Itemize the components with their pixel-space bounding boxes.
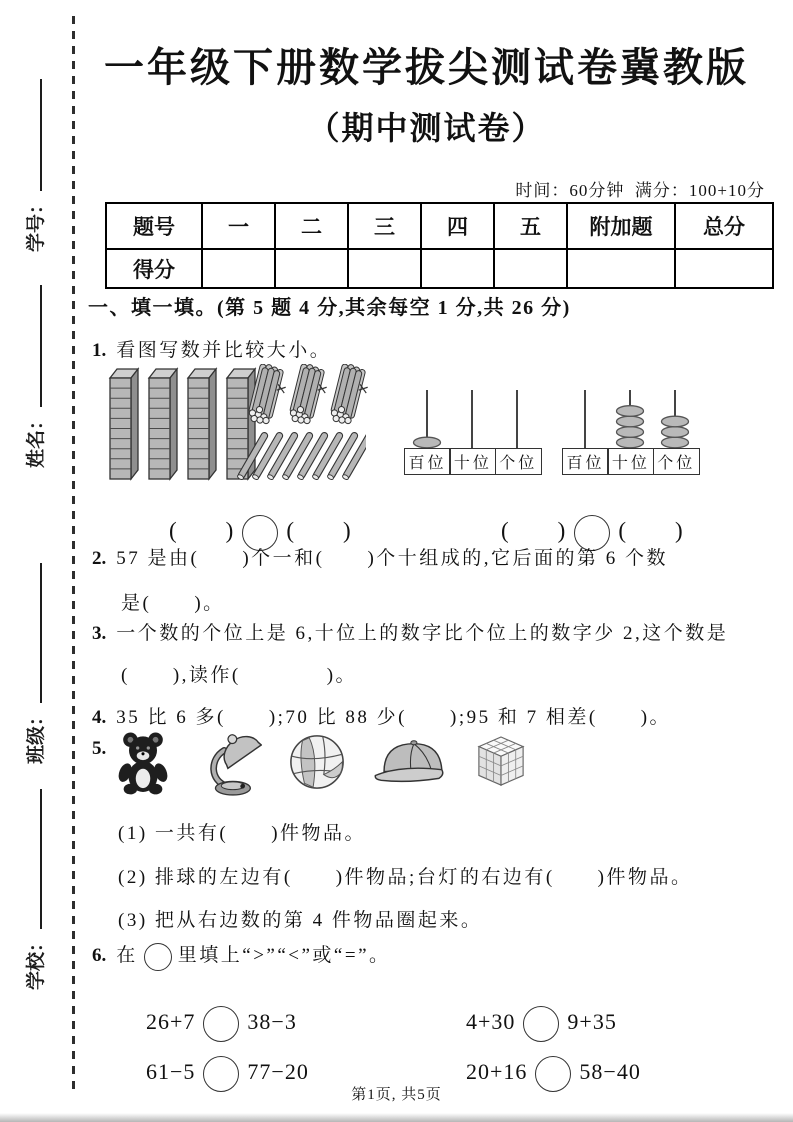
score-table-cell: 附加题 [567,203,675,249]
score-empty-cell [275,249,348,288]
hundreds-place-label: 百位 [404,448,451,475]
volleyball-icon [288,733,346,791]
question-3-line2 [121,660,357,687]
question-6 [92,940,391,971]
question-2-text2: 是( )。 [121,593,225,614]
question-1-text: 看图写数并比较大小。 [116,340,332,361]
expression-left: 26+7 [146,1009,196,1035]
abacus-figure-1 [404,390,547,477]
q6-item-3 [120,1030,309,1118]
time-score-info: 时间：60分钟 满分：100+10分 [515,181,765,200]
score-table-cell: 三 [348,203,421,249]
page-number: 第1页, 共5页 [351,1087,442,1103]
fill-circle [144,943,172,971]
abacus-figure-2 [562,390,705,477]
question-6-pre: 在 [116,945,138,966]
answer-blank: ( ) [286,518,352,543]
tens-place-label: 十位 [449,448,496,475]
question-5-sub1: (1) 一共有( )件物品。 [118,823,367,844]
q6-item-4 [440,1030,641,1118]
loose-sticks-figure [230,426,366,484]
teddy-bear-icon [114,728,172,796]
tens-place-label: 十位 [607,448,654,475]
student-name-field [24,285,50,468]
student-id-label: 学号： [26,194,47,252]
class-blank-line [24,563,42,703]
expression-right: 38−3 [247,1009,297,1035]
question-4-text: 35 比 6 多( );70 比 88 少( );95 和 7 相差( )。 [116,707,672,728]
answer-blank: ( ) [169,518,235,543]
question-1 [92,335,331,362]
expression-left: 4+30 [466,1009,516,1035]
desk-lamp-icon [198,726,262,798]
ones-place-label: 个位 [653,448,700,475]
abacus-1-beads [404,390,547,448]
student-id-field [24,79,50,252]
ones-place-label: 个位 [495,448,542,475]
score-empty-cell [421,249,494,288]
score-table-cell: 一 [202,203,275,249]
student-name-blank-line [24,285,42,407]
abacus-2-labels [562,448,700,475]
school-field [24,789,50,990]
score-empty-cell [675,249,773,288]
score-table-score-row [106,249,773,288]
class-field [24,563,50,764]
score-table-cell: 二 [275,203,348,249]
school-blank-line [24,789,42,929]
question-3-line1 [92,618,728,645]
expression-left: 20+16 [466,1059,528,1085]
score-table [105,202,774,289]
score-empty-cell [494,249,567,288]
score-empty-cell [202,249,275,288]
score-table-cell: 总分 [675,203,773,249]
expression-left: 61−5 [146,1059,196,1085]
question-3-number: 3. [92,623,107,644]
question-3-text1: 一个数的个位上是 6,十位上的数字比个位上的数字少 2,这个数是 [116,623,729,644]
abacus-1-labels [404,448,542,475]
rubiks-cube-icon [476,734,526,790]
score-table-cell: 五 [494,203,567,249]
cap-icon [372,736,450,788]
hundreds-place-label: 百位 [562,448,609,475]
question-4-number: 4. [92,707,107,728]
expression-right: 9+35 [567,1009,617,1035]
school-label: 学校： [26,932,47,990]
question-5-sub3: (3) 把从右边数的第 4 件物品圈起来。 [118,910,483,931]
question-2-text1: 57 是由( )个一和( )个十组成的,它后面的第 6 个数 [116,548,669,569]
question-5-sub2: (2) 排球的左边有( )件物品;台灯的右边有( )件物品。 [118,867,693,888]
question-6-number: 6. [92,945,107,966]
score-empty-cell [567,249,675,288]
score-empty-cell [348,249,421,288]
question-2-line1 [92,543,668,570]
dashed-cut-line [72,16,75,1092]
abacus-2-beads [562,390,705,448]
answer-blank: ( ) [618,518,684,543]
scan-edge-shadow [0,1113,793,1122]
score-table-header-row [106,203,773,249]
stick-bundles-figure [247,364,373,430]
student-id-blank-line [24,79,42,191]
question-2-line2 [121,588,225,615]
question-2-number: 2. [92,548,107,569]
question-4 [92,702,671,729]
student-name-label: 姓名： [26,410,47,468]
question-3-text2: ( ),读作( )。 [121,665,358,686]
score-row-label: 得分 [106,249,202,288]
page-title: 一年级下册数学拔尖测试卷冀教版 [104,45,749,90]
page-subtitle: （期中测试卷） [307,110,546,146]
expression-right: 77−20 [247,1059,309,1085]
class-label: 班级： [26,706,47,764]
question-5-number: 5. [92,738,107,759]
section1-heading: 一、填一填。(第 5 题 4 分,其余每空 1 分,共 26 分) [88,297,571,319]
question-1-number: 1. [92,340,107,361]
expression-right: 58−40 [579,1059,641,1085]
question-5-items-figure [114,726,526,798]
answer-blank: ( ) [501,518,567,543]
question-6-post: 里填上“>”“<”或“=”。 [177,945,391,966]
score-table-cell: 四 [421,203,494,249]
score-table-cell: 题号 [106,203,202,249]
